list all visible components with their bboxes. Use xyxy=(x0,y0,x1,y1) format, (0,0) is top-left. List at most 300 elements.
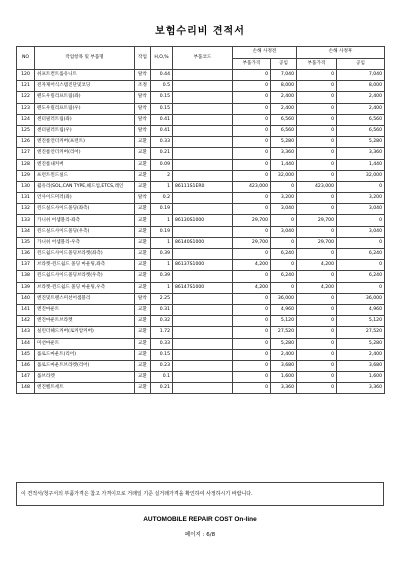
table-row xyxy=(17,237,385,248)
row-before-labor: 1,440 xyxy=(271,159,297,170)
row-after-parts-price: 0 xyxy=(297,360,337,371)
header-before-group: 손해 사정전 xyxy=(233,47,297,59)
row-code xyxy=(173,271,233,282)
row-before-labor: 6,240 xyxy=(271,249,297,260)
row-before-parts-price: 0 xyxy=(233,170,271,181)
row-code xyxy=(173,316,233,327)
row-after-labor: 36,000 xyxy=(337,293,385,304)
row-item: 윈드쉴드사이드몰딩브라켓(좌측) xyxy=(35,249,135,260)
row-work: 교환 xyxy=(135,249,151,260)
row-after-parts-price: 0 xyxy=(297,70,337,81)
row-before-labor: 0 xyxy=(271,237,297,248)
row-before-parts-price: 0 xyxy=(233,92,271,103)
row-after-labor: 5,280 xyxy=(337,137,385,148)
row-before-labor: 5,120 xyxy=(271,316,297,327)
row-before-labor: 4,960 xyxy=(271,304,297,315)
row-hours: 0.09 xyxy=(151,159,173,170)
row-hours: 0.15 xyxy=(151,349,173,360)
row-after-labor: 6,560 xyxy=(337,114,385,125)
row-hours: 0.19 xyxy=(151,226,173,237)
table-row xyxy=(17,316,385,327)
row-before-parts-price: 4,200 xyxy=(233,282,271,293)
header-code: 부품코드 xyxy=(173,47,233,70)
header-item: 작업항목 및 부품명 xyxy=(35,47,135,70)
row-before-parts-price: 0 xyxy=(233,372,271,383)
row-item: 쉬프트컨트롤유니트 xyxy=(35,70,135,81)
row-after-labor: 7,040 xyxy=(337,70,385,81)
row-after-parts-price: 0 xyxy=(297,226,337,237)
row-before-labor: 8,000 xyxy=(271,81,297,92)
row-work: 교환 xyxy=(135,237,151,248)
row-hours: 1 xyxy=(151,237,173,248)
row-no: 132 xyxy=(17,204,35,215)
row-before-labor: 0 xyxy=(271,260,297,271)
row-before-labor: 3,360 xyxy=(271,148,297,159)
row-no: 138 xyxy=(17,271,35,282)
row-no: 141 xyxy=(17,304,35,315)
row-code: 86111S1ER0 xyxy=(173,181,233,192)
table-row xyxy=(17,226,385,237)
row-after-labor: 2,400 xyxy=(337,103,385,114)
row-before-labor: 3,040 xyxy=(271,226,297,237)
row-no: 131 xyxy=(17,193,35,204)
row-code xyxy=(173,327,233,338)
table-row xyxy=(17,114,385,125)
row-after-parts-price: 0 xyxy=(297,349,337,360)
row-after-parts-price: 0 xyxy=(297,125,337,136)
row-after-parts-price: 0 xyxy=(297,316,337,327)
row-hours: 0.32 xyxy=(151,316,173,327)
row-code xyxy=(173,338,233,349)
row-before-parts-price: 0 xyxy=(233,81,271,92)
table-row xyxy=(17,304,385,315)
row-no: 126 xyxy=(17,137,35,148)
row-work: 교환 xyxy=(135,260,151,271)
row-item: 펜도우릴리프트림(좌) xyxy=(35,92,135,103)
header-after-labor: 공임 xyxy=(337,58,385,70)
row-no: 129 xyxy=(17,170,35,181)
table-row xyxy=(17,215,385,226)
row-code xyxy=(173,383,233,394)
row-after-parts-price: 0 xyxy=(297,92,337,103)
row-code xyxy=(173,148,233,159)
page-number: 페이지 : 6/8 xyxy=(184,532,216,538)
row-work: 교환 xyxy=(135,282,151,293)
row-no: 133 xyxy=(17,215,35,226)
row-work: 교환 xyxy=(135,137,151,148)
row-item: 전자제어식스템진단및코딩 xyxy=(35,81,135,92)
row-before-parts-price: 0 xyxy=(233,338,271,349)
row-before-parts-price: 0 xyxy=(233,327,271,338)
row-hours: 0.31 xyxy=(151,304,173,315)
table-row xyxy=(17,92,385,103)
page-title: 보험수리비 견적서 xyxy=(155,26,245,37)
row-work: 교환 xyxy=(135,316,151,327)
table-row xyxy=(17,137,385,148)
row-before-labor: 0 xyxy=(271,181,297,192)
row-no: 136 xyxy=(17,249,35,260)
row-after-parts-price: 0 xyxy=(297,137,337,148)
row-hours: 0.19 xyxy=(151,204,173,215)
row-code xyxy=(173,193,233,204)
row-before-parts-price: 0 xyxy=(233,360,271,371)
row-code xyxy=(173,103,233,114)
table-row xyxy=(17,293,385,304)
row-hours: 0.2 xyxy=(151,193,173,204)
row-after-labor: 6,560 xyxy=(337,125,385,136)
row-before-parts-price: 0 xyxy=(233,383,271,394)
table-row xyxy=(17,249,385,260)
row-work: 탈착 xyxy=(135,103,151,114)
row-code: 86147S1000 xyxy=(173,282,233,293)
row-no: 120 xyxy=(17,70,35,81)
row-item: 엔진벨트세트 xyxy=(35,383,135,394)
row-item: 엔진마운트 xyxy=(35,304,135,315)
header-before-labor: 공임 xyxy=(271,58,297,70)
row-item: 윈드실드사이드몰딩(우측) xyxy=(35,226,135,237)
row-code: 86140S1000 xyxy=(173,237,233,248)
row-before-parts-price: 0 xyxy=(233,114,271,125)
row-after-parts-price: 0 xyxy=(297,293,337,304)
footer-title: AUTOMOBILE REPAIR COST On-line xyxy=(143,516,257,523)
row-no: 127 xyxy=(17,148,35,159)
row-before-parts-price: 0 xyxy=(233,70,271,81)
row-before-labor: 32,000 xyxy=(271,170,297,181)
row-no: 147 xyxy=(17,372,35,383)
row-hours: 0.44 xyxy=(151,70,173,81)
row-hours: 0.15 xyxy=(151,103,173,114)
row-item: 센터필러트림(우) xyxy=(35,125,135,136)
row-code: 86137S1000 xyxy=(173,260,233,271)
row-no: 142 xyxy=(17,316,35,327)
row-after-labor: 0 xyxy=(337,260,385,271)
row-after-labor: 0 xyxy=(337,181,385,192)
row-after-labor: 4,960 xyxy=(337,304,385,315)
row-work: 탈착 xyxy=(135,70,151,81)
table-row xyxy=(17,372,385,383)
row-after-parts-price: 423,000 xyxy=(297,181,337,192)
row-code xyxy=(173,293,233,304)
row-code xyxy=(173,360,233,371)
row-after-labor: 6,240 xyxy=(337,249,385,260)
row-no: 148 xyxy=(17,383,35,394)
row-hours: 0.33 xyxy=(151,137,173,148)
table-row xyxy=(17,349,385,360)
header-before-parts-price: 부품가격 xyxy=(233,58,271,70)
row-work: 교환 xyxy=(135,338,151,349)
row-before-labor: 3,360 xyxy=(271,383,297,394)
row-code xyxy=(173,70,233,81)
row-before-labor: 36,000 xyxy=(271,293,297,304)
row-before-parts-price: 0 xyxy=(233,159,271,170)
row-work: 교환 xyxy=(135,226,151,237)
table-row xyxy=(17,260,385,271)
table-row xyxy=(17,159,385,170)
row-item: 센터필러트림(좌) xyxy=(35,114,135,125)
row-code xyxy=(173,137,233,148)
row-no: 121 xyxy=(17,81,35,92)
row-work: 교환 xyxy=(135,159,151,170)
row-no: 122 xyxy=(17,92,35,103)
row-after-labor: 2,400 xyxy=(337,349,385,360)
row-no: 125 xyxy=(17,125,35,136)
row-after-labor: 3,360 xyxy=(337,383,385,394)
notice-box xyxy=(16,482,384,506)
row-code xyxy=(173,114,233,125)
table-row xyxy=(17,81,385,92)
row-after-parts-price: 0 xyxy=(297,271,337,282)
row-item: 프런트윈드실드 xyxy=(35,170,135,181)
row-work: 교환 xyxy=(135,304,151,315)
row-before-labor: 6,560 xyxy=(271,114,297,125)
table-row xyxy=(17,383,385,394)
row-work: 교환 xyxy=(135,148,151,159)
row-code xyxy=(173,81,233,92)
table-header-row xyxy=(17,47,385,59)
row-hours: 1.72 xyxy=(151,327,173,338)
row-after-parts-price: 0 xyxy=(297,383,337,394)
row-hours: 1 xyxy=(151,181,173,192)
table-row xyxy=(17,360,385,371)
table-row xyxy=(17,193,385,204)
row-before-labor: 6,240 xyxy=(271,271,297,282)
row-item: 언사이드미러(좌) xyxy=(35,193,135,204)
row-no: 140 xyxy=(17,293,35,304)
row-after-parts-price: 29,700 xyxy=(297,237,337,248)
row-no: 135 xyxy=(17,237,35,248)
row-before-parts-price: 0 xyxy=(233,249,271,260)
row-after-labor: 3,200 xyxy=(337,193,385,204)
row-hours: 0.41 xyxy=(151,114,173,125)
row-before-parts-price: 0 xyxy=(233,226,271,237)
row-no: 137 xyxy=(17,260,35,271)
row-before-parts-price: 0 xyxy=(233,103,271,114)
row-before-labor: 3,040 xyxy=(271,204,297,215)
row-work: 조정 xyxy=(135,81,151,92)
row-no: 146 xyxy=(17,360,35,371)
row-before-labor: 0 xyxy=(271,282,297,293)
row-no: 123 xyxy=(17,103,35,114)
row-work: 교환 xyxy=(135,360,151,371)
table-row xyxy=(17,103,385,114)
row-hours: 0.39 xyxy=(151,249,173,260)
row-work: 교환 xyxy=(135,215,151,226)
row-after-labor: 0 xyxy=(337,282,385,293)
row-after-labor: 1,600 xyxy=(337,372,385,383)
row-after-labor: 0 xyxy=(337,215,385,226)
row-after-parts-price: 0 xyxy=(297,148,337,159)
row-item: 브라켓-윈드쉴드 몰딩 마운팅,좌측 xyxy=(35,260,135,271)
row-before-parts-price: 0 xyxy=(233,316,271,327)
table-body xyxy=(17,70,385,394)
row-after-parts-price: 0 xyxy=(297,103,337,114)
row-hours: 0.15 xyxy=(151,92,173,103)
row-before-labor: 2,400 xyxy=(271,92,297,103)
row-before-parts-price: 0 xyxy=(233,271,271,282)
row-no: 124 xyxy=(17,114,35,125)
row-after-labor: 5,280 xyxy=(337,338,385,349)
row-after-labor: 6,240 xyxy=(337,271,385,282)
row-before-parts-price: 0 xyxy=(233,349,271,360)
row-before-labor: 3,200 xyxy=(271,193,297,204)
row-before-parts-price: 4,200 xyxy=(233,260,271,271)
row-work: 탈착 xyxy=(135,293,151,304)
row-item: 브라켓-윈드쉴드 몰딩 마운팅,우측 xyxy=(35,282,135,293)
row-no: 145 xyxy=(17,349,35,360)
row-code xyxy=(173,249,233,260)
row-before-parts-price: 0 xyxy=(233,204,271,215)
row-code: 86130S1000 xyxy=(173,215,233,226)
row-after-labor: 5,120 xyxy=(337,316,385,327)
row-before-labor: 5,280 xyxy=(271,137,297,148)
row-work: 교환 xyxy=(135,372,151,383)
table-row xyxy=(17,70,385,81)
row-before-parts-price: 0 xyxy=(233,193,271,204)
row-after-parts-price: 0 xyxy=(297,304,337,315)
table-row xyxy=(17,338,385,349)
row-before-labor: 2,400 xyxy=(271,349,297,360)
table-row xyxy=(17,125,385,136)
row-after-parts-price: 29,700 xyxy=(297,215,337,226)
row-after-labor: 27,520 xyxy=(337,327,385,338)
notice-text: 이 견적서/청구서의 부품가격은 참고 가격이므로 거래일 기준 실거래가격을 확인하여 사정하시기 바랍니다. xyxy=(21,491,253,497)
row-after-parts-price: 0 xyxy=(297,338,337,349)
row-after-parts-price: 0 xyxy=(297,204,337,215)
row-work: 탈착 xyxy=(135,92,151,103)
row-hours: 1 xyxy=(151,260,173,271)
row-no: 144 xyxy=(17,338,35,349)
row-code xyxy=(173,92,233,103)
row-after-labor: 2,400 xyxy=(337,92,385,103)
row-no: 143 xyxy=(17,327,35,338)
estimate-table xyxy=(16,46,385,394)
table-row xyxy=(17,327,385,338)
row-hours: 0.5 xyxy=(151,81,173,92)
row-hours: 2 xyxy=(151,170,173,181)
row-code xyxy=(173,159,233,170)
header-after-parts-price: 부품가격 xyxy=(297,58,337,70)
row-work: 탈착 xyxy=(135,193,151,204)
row-item: 윈드쉴드사이드몰딩브라켓(우측) xyxy=(35,271,135,282)
row-work: 교환 xyxy=(135,170,151,181)
row-after-labor: 1,440 xyxy=(337,159,385,170)
row-work: 교환 xyxy=(135,271,151,282)
row-after-parts-price: 0 xyxy=(297,193,337,204)
row-hours: 0.1 xyxy=(151,372,173,383)
row-before-labor: 6,560 xyxy=(271,125,297,136)
row-before-parts-price: 29,700 xyxy=(233,237,271,248)
row-before-parts-price: 423,000 xyxy=(233,181,271,192)
row-after-labor: 3,680 xyxy=(337,360,385,371)
row-no: 128 xyxy=(17,159,35,170)
table-row xyxy=(17,282,385,293)
row-after-labor: 3,360 xyxy=(337,148,385,159)
row-item: 실린더헤드커버(로커암커버) xyxy=(35,327,135,338)
row-before-parts-price: 0 xyxy=(233,148,271,159)
row-before-parts-price: 0 xyxy=(233,293,271,304)
row-item: 엔진및트랜스미션어셈블리 xyxy=(35,293,135,304)
row-hours: 1 xyxy=(151,215,173,226)
row-hours: 0.21 xyxy=(151,383,173,394)
row-item: 엔진룸언더커버(리어) xyxy=(35,148,135,159)
row-after-parts-price: 0 xyxy=(297,114,337,125)
row-work: 탈착 xyxy=(135,125,151,136)
row-before-parts-price: 0 xyxy=(233,125,271,136)
row-before-labor: 7,040 xyxy=(271,70,297,81)
row-code xyxy=(173,170,233,181)
row-before-labor: 27,520 xyxy=(271,327,297,338)
row-item: 엔진룸언더커버(프런트) xyxy=(35,137,135,148)
row-item: 윌유리(SOL,CAN TYPE,헤드업,ETCS,레인 xyxy=(35,181,135,192)
row-work: 교환 xyxy=(135,204,151,215)
row-item: 미션마운트 xyxy=(35,338,135,349)
row-no: 134 xyxy=(17,226,35,237)
row-hours: 0.39 xyxy=(151,271,173,282)
row-hours: 0.33 xyxy=(151,338,173,349)
row-after-parts-price: 4,200 xyxy=(297,282,337,293)
row-after-labor: 8,000 xyxy=(337,81,385,92)
row-work: 교환 xyxy=(135,181,151,192)
row-hours: 0.41 xyxy=(151,125,173,136)
row-after-parts-price: 4,200 xyxy=(297,260,337,271)
row-code xyxy=(173,204,233,215)
row-hours: 0.23 xyxy=(151,360,173,371)
row-after-labor: 32,000 xyxy=(337,170,385,181)
table-row xyxy=(17,181,385,192)
row-before-labor: 2,400 xyxy=(271,103,297,114)
row-before-parts-price: 0 xyxy=(233,137,271,148)
row-after-parts-price: 0 xyxy=(297,249,337,260)
table-row xyxy=(17,170,385,181)
row-work: 교환 xyxy=(135,327,151,338)
row-code xyxy=(173,125,233,136)
row-item: 엔진마운트브라켓 xyxy=(35,316,135,327)
row-before-parts-price: 29,700 xyxy=(233,215,271,226)
header-work: 작업 xyxy=(135,47,151,70)
row-before-labor: 1,600 xyxy=(271,372,297,383)
row-after-parts-price: 0 xyxy=(297,81,337,92)
header-hours: H,O,% xyxy=(151,47,173,70)
row-item: 펜도우릴리프트림(우) xyxy=(35,103,135,114)
row-before-labor: 0 xyxy=(271,215,297,226)
row-work: 교환 xyxy=(135,383,151,394)
row-item: 롤로드마운트(리어) xyxy=(35,349,135,360)
row-no: 130 xyxy=(17,181,35,192)
table-row xyxy=(17,204,385,215)
row-item: 윈드실드사이드몰딩(좌측) xyxy=(35,204,135,215)
row-after-labor: 0 xyxy=(337,237,385,248)
row-item: 가니쉬 어셈블리-좌측 xyxy=(35,215,135,226)
table-row xyxy=(17,148,385,159)
row-code xyxy=(173,226,233,237)
row-no: 139 xyxy=(17,282,35,293)
row-after-labor: 3,040 xyxy=(337,204,385,215)
row-before-labor: 3,680 xyxy=(271,360,297,371)
row-work: 탈착 xyxy=(135,114,151,125)
header-no: NO xyxy=(17,47,35,70)
row-hours: 2.25 xyxy=(151,293,173,304)
row-hours: 1 xyxy=(151,282,173,293)
row-code xyxy=(173,372,233,383)
row-item: 롤브라켓 xyxy=(35,372,135,383)
row-after-parts-price: 0 xyxy=(297,372,337,383)
row-hours: 0.21 xyxy=(151,148,173,159)
table-row xyxy=(17,271,385,282)
row-item: 가니쉬 어셈블리-우측 xyxy=(35,237,135,248)
row-item: 엔진룸내커버 xyxy=(35,159,135,170)
row-after-parts-price: 0 xyxy=(297,159,337,170)
row-after-parts-price: 0 xyxy=(297,170,337,181)
